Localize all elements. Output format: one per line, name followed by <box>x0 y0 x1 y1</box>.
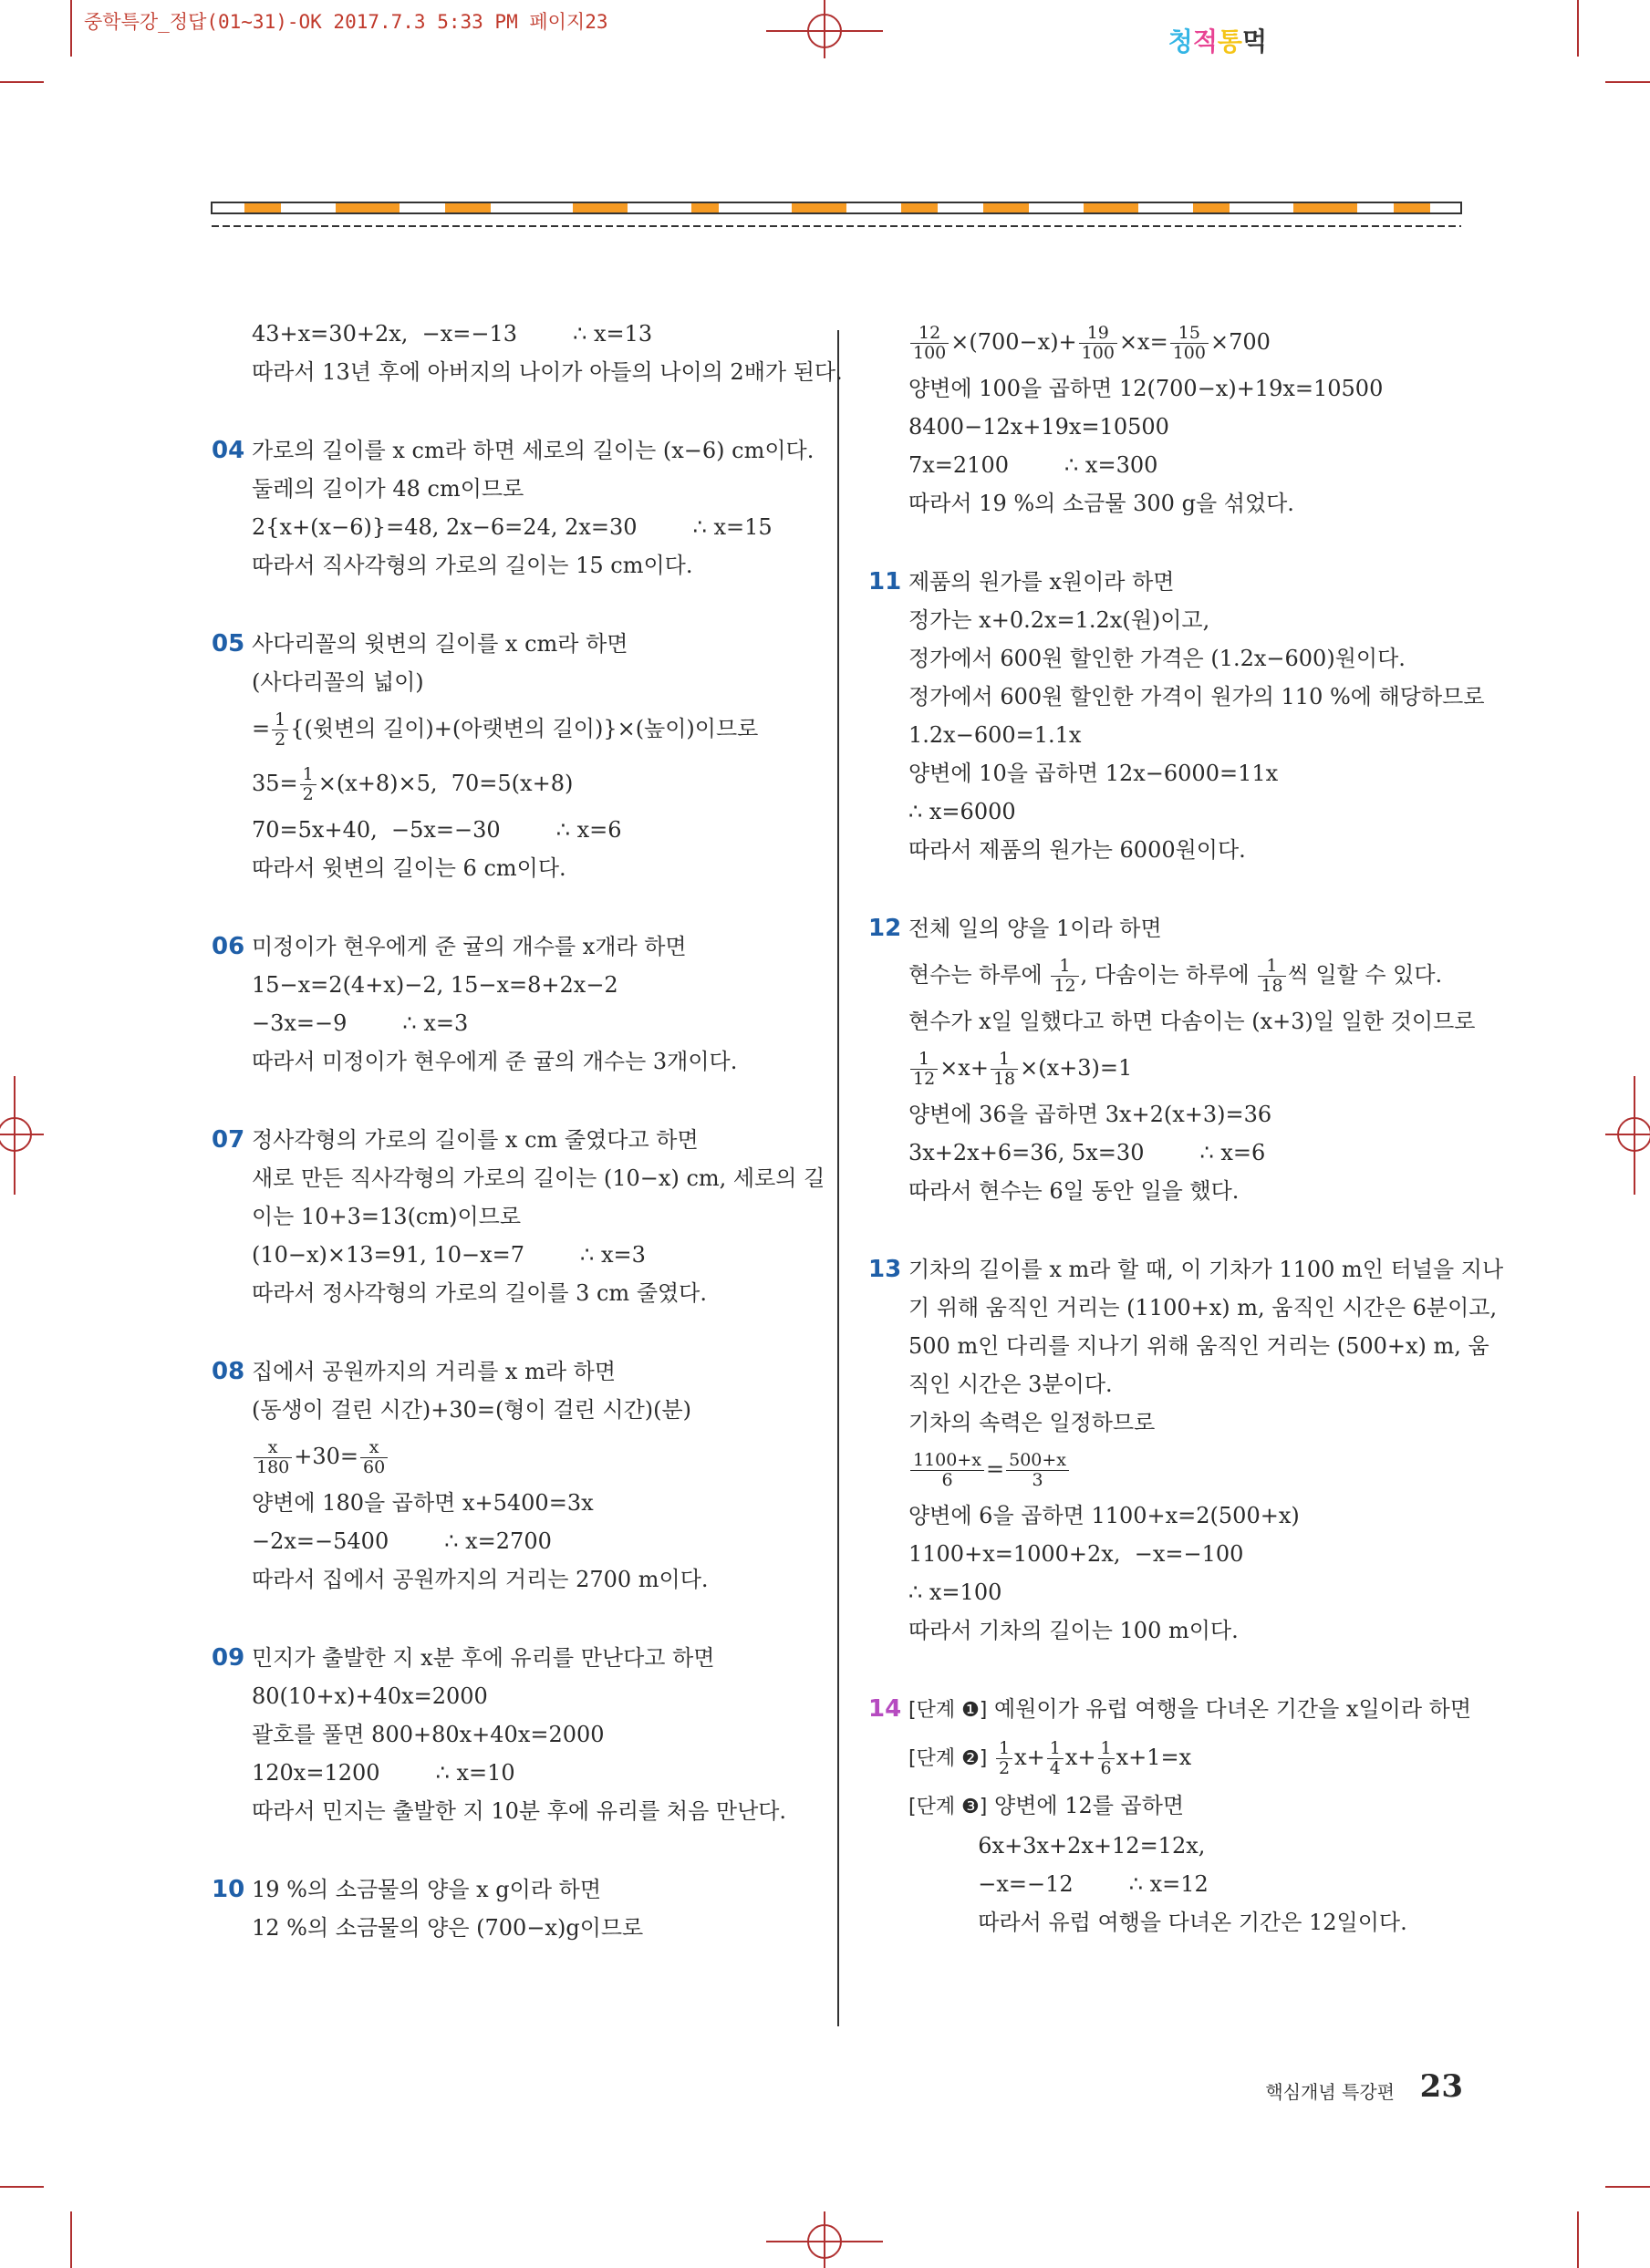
solution-text: 15−x=2(4+x)−2, 15−x=8+2x−2 <box>252 972 618 998</box>
solution-line <box>868 1134 1470 1172</box>
solution-text: 전체 일의 양을 1이라 하면 <box>908 916 1162 941</box>
fraction <box>300 765 317 804</box>
fraction <box>254 1438 292 1477</box>
solution-text: 7x=2100 ∴ x=300 <box>908 452 1158 478</box>
solution-line <box>212 663 804 701</box>
solution-text: ∴ x=100 <box>908 1579 1002 1605</box>
solution-text: 양변에 12를 곱하면 <box>987 1793 1185 1818</box>
solution-line <box>212 1274 804 1312</box>
solution-text: = <box>252 716 271 741</box>
solution-line <box>212 1429 804 1484</box>
solution-line <box>212 546 804 585</box>
solution-block <box>868 1250 1504 1650</box>
fraction-numerator: 19 <box>1079 324 1117 344</box>
solution-line <box>212 1909 804 1947</box>
problem-number: 06 <box>212 933 245 960</box>
fraction <box>272 710 288 750</box>
step-label: [단계 ❸] <box>908 1796 988 1818</box>
solution-text: , 다솜이는 하루에 <box>1080 962 1257 988</box>
solution-block <box>212 1352 804 1599</box>
problem-number: 05 <box>212 630 245 658</box>
solution-text: ×(x+3)=1 <box>1020 1055 1133 1081</box>
brand-char-2: 적 <box>1192 26 1218 57</box>
solution-text: 직인 시간은 3분이다. <box>908 1372 1113 1397</box>
solution-line <box>868 1041 1470 1095</box>
solution-line <box>868 315 1470 369</box>
fraction-denominator: 100 <box>1172 343 1206 363</box>
solution-text: 기 위해 움직인 거리는 (1100+x) m, 움직인 시간은 6분이고, <box>908 1295 1498 1320</box>
solution-line <box>868 1172 1470 1210</box>
solution-line <box>868 484 1470 523</box>
fraction-numerator: 500+x <box>1006 1451 1069 1471</box>
fraction-numerator: 15 <box>1170 324 1209 344</box>
decorative-ruler-bar <box>208 199 1467 235</box>
fraction-numerator: 1 <box>1047 1739 1064 1759</box>
solution-line <box>868 1690 1470 1730</box>
solution-text: 미정이가 현우에게 준 귤의 개수를 x개라 하면 <box>252 934 687 959</box>
solution-line <box>868 563 1470 601</box>
brand-char-1: 청 <box>1167 26 1193 57</box>
solution-text: 양변에 6을 곱하면 1100+x=2(500+x) <box>908 1503 1300 1528</box>
solution-text: 따라서 직사각형의 가로의 길이는 15 cm이다. <box>252 553 693 578</box>
solution-text: 가로의 길이를 x cm라 하면 세로의 길이는 (x−6) cm이다. <box>252 438 815 463</box>
fraction-denominator: 180 <box>256 1457 290 1477</box>
solution-text: 따라서 유럽 여행을 다녀온 기간은 12일이다. <box>908 1910 1407 1935</box>
solution-line <box>868 909 1470 948</box>
solution-text: 괄호를 풀면 800+80x+40x=2000 <box>252 1722 605 1747</box>
solution-text: 35= <box>252 771 298 796</box>
solution-text: x+ <box>1014 1745 1045 1770</box>
print-meta: 중학특강_정답(01~31)-OK 2017.7.3 5:33 PM 페이지23 <box>84 11 608 33</box>
solution-line <box>868 1289 1498 1327</box>
fraction-numerator: 1 <box>300 765 317 785</box>
solution-block <box>868 909 1476 1210</box>
solution-text: 8400−12x+19x=10500 <box>908 414 1169 440</box>
solution-text <box>987 1745 994 1770</box>
fraction <box>910 1050 938 1089</box>
solution-text: 따라서 민지는 출발한 지 10분 후에 유리를 처음 만난다. <box>252 1798 787 1824</box>
solution-line <box>868 369 1470 408</box>
solution-line <box>212 508 804 546</box>
solution-text: 따라서 윗변의 길이는 6 cm이다. <box>252 855 566 881</box>
solution-text: 집에서 공원까지의 거리를 x m라 하면 <box>252 1359 617 1384</box>
solution-line <box>868 831 1470 869</box>
solution-line <box>212 701 804 756</box>
solution-line <box>868 716 1470 754</box>
solution-text: 사다리꼴의 윗변의 길이를 x cm라 하면 <box>252 631 628 657</box>
solution-line <box>868 1903 1470 1942</box>
solution-text: 1.2x−600=1.1x <box>908 722 1082 748</box>
solution-line <box>212 927 804 966</box>
problem-number: 07 <box>212 1126 245 1154</box>
solution-text: ×(700−x)+ <box>950 329 1077 355</box>
solution-line <box>868 1095 1470 1134</box>
solution-line <box>212 353 843 391</box>
fraction-numerator: 12 <box>910 324 949 344</box>
solution-text: 정가는 x+0.2x=1.2x(원)이고, <box>908 607 1210 633</box>
solution-line <box>868 678 1485 716</box>
solution-text: {(윗변의 길이)+(아랫변의 길이)}×(높이)이므로 <box>290 716 759 741</box>
solution-line <box>212 1560 804 1599</box>
solution-text: 예원이가 유럽 여행을 다녀온 기간을 x일이라 하면 <box>987 1696 1472 1722</box>
solution-line <box>868 1403 1470 1442</box>
solution-text: 19 %의 소금물의 양을 x g이라 하면 <box>252 1877 602 1902</box>
solution-line <box>868 1730 1470 1786</box>
fraction <box>360 1438 388 1477</box>
solution-text: 따라서 정사각형의 가로의 길이를 3 cm 줄였다. <box>252 1280 707 1306</box>
solution-line <box>212 1522 804 1560</box>
solution-text: −x=−12 ∴ x=12 <box>908 1871 1209 1897</box>
solution-line <box>212 1870 804 1909</box>
problem-number: 14 <box>868 1695 902 1723</box>
fraction-numerator: 1100+x <box>910 1451 984 1471</box>
fraction-numerator: 1 <box>996 1739 1012 1759</box>
solution-line <box>868 754 1470 792</box>
solution-text: x+ <box>1064 1745 1096 1770</box>
problem-number: 13 <box>868 1256 902 1283</box>
solution-text: 양변에 10을 곱하면 12x−6000=11x <box>908 761 1279 786</box>
solution-text: 따라서 미정이가 현우에게 준 귤의 개수는 3개이다. <box>252 1049 738 1074</box>
left-column <box>212 315 843 1987</box>
solution-line <box>212 756 804 811</box>
solution-line <box>212 1236 804 1274</box>
solution-text: +30= <box>294 1444 359 1469</box>
solution-text: 민지가 출발한 지 x분 후에 유리를 만난다고 하면 <box>252 1645 715 1671</box>
fraction-denominator: 100 <box>1081 343 1115 363</box>
fraction <box>1098 1739 1115 1778</box>
solution-line <box>868 792 1470 831</box>
solution-text: 3x+2x+6=36, 5x=30 ∴ x=6 <box>908 1140 1266 1165</box>
fraction-denominator: 6 <box>941 1470 953 1490</box>
solution-line <box>868 1865 1470 1903</box>
fraction-denominator: 6 <box>1100 1758 1112 1778</box>
fraction-denominator: 4 <box>1049 1758 1061 1778</box>
solution-line <box>868 1442 1470 1496</box>
solution-text: ×700 <box>1209 329 1271 355</box>
solution-block <box>212 625 804 887</box>
step-label: [단계 ❷] <box>908 1747 988 1770</box>
solution-line <box>868 1827 1470 1865</box>
solution-line <box>868 639 1470 678</box>
solution-text: (동생이 걸린 시간)+30=(형이 걸린 시간)(분) <box>252 1397 692 1423</box>
solution-text: 6x+3x+2x+12=12x, <box>908 1833 1206 1859</box>
solution-block <box>868 315 1470 523</box>
solution-text: ×x= <box>1118 329 1168 355</box>
solution-text: 제품의 원가를 x원이라 하면 <box>908 569 1175 595</box>
solution-line <box>868 601 1470 639</box>
solution-text: 양변에 180을 곱하면 x+5400=3x <box>252 1490 594 1516</box>
solution-text: −3x=−9 ∴ x=3 <box>252 1010 469 1036</box>
solution-text: ×x+ <box>939 1055 989 1081</box>
fraction-numerator: 1 <box>991 1050 1018 1070</box>
solution-line <box>868 446 1470 484</box>
footer-title: 핵심개념 특강편 <box>1265 2081 1395 2103</box>
fraction-denominator: 2 <box>999 1758 1011 1778</box>
fraction <box>996 1739 1012 1778</box>
solution-text: 120x=1200 ∴ x=10 <box>252 1760 515 1786</box>
fraction-denominator: 100 <box>913 343 947 363</box>
solution-line <box>868 1611 1470 1650</box>
solution-text: 12 %의 소금물의 양은 (700−x)g이므로 <box>252 1915 644 1941</box>
fraction-denominator: 12 <box>1053 976 1076 996</box>
solution-text: = <box>986 1456 1005 1482</box>
solution-line <box>868 1327 1489 1365</box>
fraction <box>1170 324 1209 363</box>
solution-text: x+1=x <box>1116 1745 1192 1770</box>
solution-line <box>868 408 1470 446</box>
fraction <box>1258 957 1285 996</box>
solution-block <box>868 563 1485 869</box>
solution-text: 1100+x=1000+2x, −x=−100 <box>908 1541 1244 1567</box>
solution-text: 기차의 속력은 일정하므로 <box>908 1410 1156 1435</box>
solution-text: 따라서 집에서 공원까지의 거리는 2700 m이다. <box>252 1567 709 1592</box>
solution-line <box>212 1159 825 1197</box>
problem-number: 12 <box>868 915 902 942</box>
solution-line <box>212 966 804 1004</box>
solution-block <box>868 1690 1470 1942</box>
solution-block <box>212 927 804 1081</box>
fraction-numerator: x <box>254 1438 292 1458</box>
solution-text: 따라서 기차의 길이는 100 m이다. <box>908 1618 1239 1643</box>
solution-block <box>212 1121 825 1312</box>
problem-number: 08 <box>212 1358 245 1385</box>
solution-line <box>212 625 804 663</box>
solution-line <box>212 1639 804 1677</box>
solution-line <box>868 1002 1476 1041</box>
solution-line <box>212 315 804 353</box>
fraction-denominator: 3 <box>1032 1470 1043 1490</box>
solution-text: 43+x=30+2x, −x=−13 ∴ x=13 <box>252 321 653 347</box>
solution-line <box>212 1042 804 1081</box>
solution-text: 따라서 13년 후에 아버지의 나이가 아들의 나이의 2배가 된다. <box>252 359 843 385</box>
column-divider <box>837 330 839 2026</box>
solution-line <box>212 1754 804 1792</box>
solution-line <box>212 849 804 887</box>
fraction <box>910 324 949 363</box>
fraction <box>991 1050 1018 1089</box>
solution-block <box>212 315 843 391</box>
solution-line <box>212 1391 804 1429</box>
fraction-numerator: x <box>360 1438 388 1458</box>
solution-text: ∴ x=6000 <box>908 799 1016 824</box>
page-number: 23 <box>1419 2068 1463 2105</box>
solution-text: 양변에 100을 곱하면 12(700−x)+19x=10500 <box>908 376 1384 401</box>
fraction-denominator: 2 <box>275 730 286 750</box>
solution-line <box>212 1197 804 1236</box>
brand-char-3: 통 <box>1217 26 1242 57</box>
fraction <box>1051 957 1078 996</box>
solution-text: 80(10+x)+40x=2000 <box>252 1683 488 1709</box>
solution-line <box>212 431 815 470</box>
solution-text: 현수가 x일 일했다고 하면 다솜이는 (x+3)일 일한 것이므로 <box>908 1009 1476 1034</box>
fraction-numerator: 1 <box>1258 957 1285 977</box>
fraction-numerator: 1 <box>1098 1739 1115 1759</box>
fraction <box>1006 1451 1069 1490</box>
solution-text: 2{x+(x−6)}=48, 2x−6=24, 2x=30 ∴ x=15 <box>252 514 773 540</box>
fraction-denominator: 2 <box>302 784 314 804</box>
problem-number: 09 <box>212 1644 245 1672</box>
solution-text: 정사각형의 가로의 길이를 x cm 줄였다고 하면 <box>252 1127 699 1153</box>
solution-text: 500 m인 다리를 지나기 위해 움직인 거리는 (500+x) m, 움 <box>908 1333 1489 1359</box>
solution-line <box>212 1792 804 1830</box>
solution-text: ×(x+8)×5, 70=5(x+8) <box>317 771 574 796</box>
solution-text: 양변에 36을 곱하면 3x+2(x+3)=36 <box>908 1102 1272 1127</box>
fraction <box>1079 324 1117 363</box>
fraction <box>910 1451 984 1490</box>
solution-line <box>868 1496 1470 1535</box>
fraction-denominator: 18 <box>992 1069 1016 1089</box>
solution-line <box>212 1121 804 1159</box>
solution-line <box>868 1535 1470 1573</box>
solution-line <box>868 1250 1504 1289</box>
right-column <box>868 315 1504 1982</box>
solution-line <box>868 1573 1470 1611</box>
solution-text: 정가에서 600원 할인한 가격은 (1.2x−600)원이다. <box>908 646 1406 671</box>
solution-text: 현수는 하루에 <box>908 962 1050 988</box>
solution-text: 기차의 길이를 x m라 할 때, 이 기차가 1100 m인 터널을 지나 <box>908 1257 1504 1282</box>
solution-text: 따라서 현수는 6일 동안 일을 했다. <box>908 1178 1240 1204</box>
fraction-denominator: 18 <box>1261 976 1283 996</box>
problem-number: 10 <box>212 1876 245 1903</box>
solution-line <box>868 1365 1470 1403</box>
solution-text: (10−x)×13=91, 10−x=7 ∴ x=3 <box>252 1242 646 1268</box>
brand-char-4: 먹 <box>1241 26 1267 57</box>
fraction-denominator: 60 <box>363 1457 386 1477</box>
problem-number: 04 <box>212 437 245 464</box>
solution-text: 정가에서 600원 할인한 가격이 원가의 110 %에 해당하므로 <box>908 684 1485 709</box>
fraction-denominator: 12 <box>913 1069 936 1089</box>
solution-text: 새로 만든 직사각형의 가로의 길이는 (10−x) cm, 세로의 길 <box>252 1165 825 1191</box>
solution-text: (사다리꼴의 넓이) <box>252 669 424 695</box>
solution-text: 씩 일할 수 있다. <box>1287 962 1443 988</box>
fraction-numerator: 1 <box>910 1050 938 1070</box>
solution-text: 70=5x+40, −5x=−30 ∴ x=6 <box>252 817 622 843</box>
solution-line <box>212 1484 804 1522</box>
solution-line <box>212 1352 804 1391</box>
solution-text: −2x=−5400 ∴ x=2700 <box>252 1528 552 1554</box>
step-label: [단계 ❶] <box>908 1699 988 1722</box>
solution-text: 이는 10+3=13(cm)이므로 <box>252 1204 522 1229</box>
solution-block <box>212 1639 804 1830</box>
solution-block <box>212 1870 804 1947</box>
solution-line <box>868 1786 1470 1827</box>
solution-block <box>212 431 815 585</box>
fraction-numerator: 1 <box>1051 957 1078 977</box>
problem-number: 11 <box>868 568 902 595</box>
solution-text: 따라서 19 %의 소금물 300 g을 섞었다. <box>908 491 1294 516</box>
solution-line <box>212 811 804 849</box>
solution-line <box>212 470 804 508</box>
solution-text: 둘레의 길이가 48 cm이므로 <box>252 476 524 502</box>
solution-line <box>212 1004 804 1042</box>
fraction <box>1047 1739 1064 1778</box>
solution-line <box>868 948 1470 1002</box>
solution-line <box>212 1677 804 1715</box>
solution-text: 따라서 제품의 원가는 6000원이다. <box>908 837 1246 863</box>
solution-line <box>212 1715 804 1754</box>
fraction-numerator: 1 <box>272 710 288 730</box>
